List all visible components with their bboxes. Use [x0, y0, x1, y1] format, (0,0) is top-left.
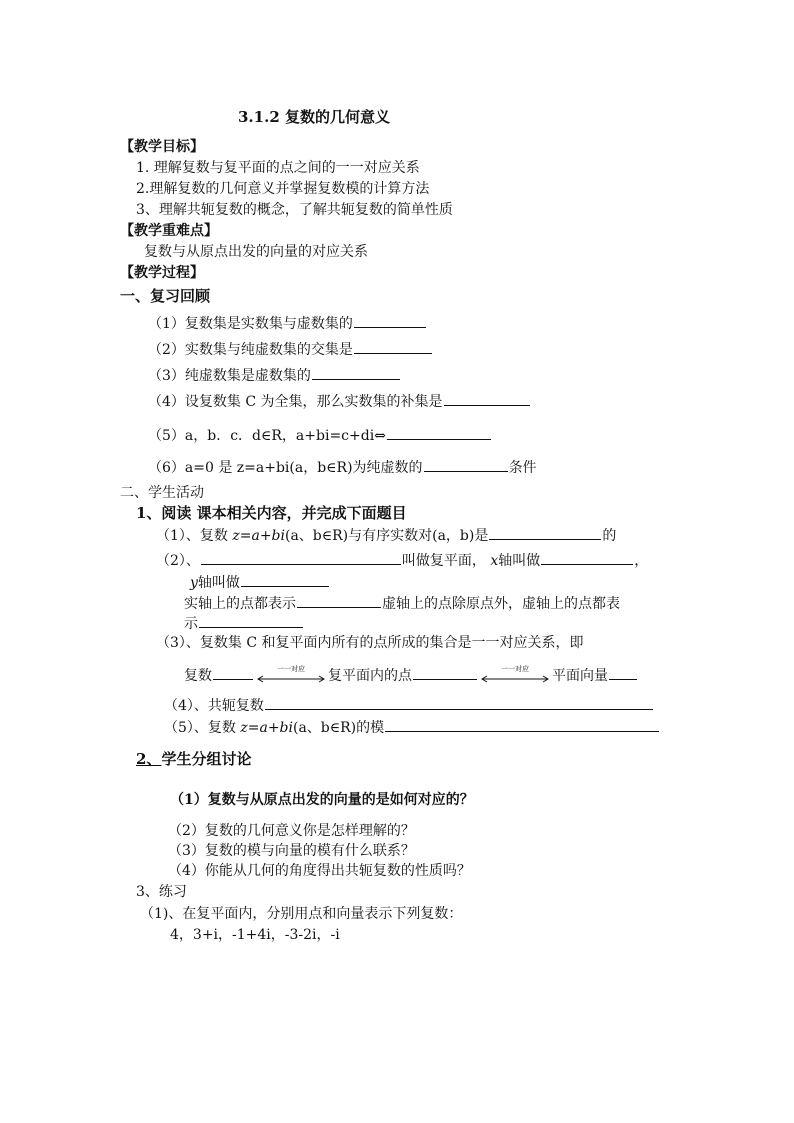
review-heading: 一、复习回顾 — [120, 287, 211, 305]
review-item: （2）实数集与纯虚数集的交集是 — [148, 340, 433, 359]
answer-blank[interactable] — [312, 366, 400, 380]
activity-heading: 二、学生活动 — [120, 485, 204, 501]
practice-heading: 3、练习 — [136, 884, 187, 900]
activity-q2-y: y轴叫做 — [190, 573, 330, 592]
answer-blank[interactable] — [354, 340, 432, 354]
discussion-item: （4）你能从几何的角度得出共轭复数的性质吗？ — [168, 863, 471, 879]
process-heading: 【教学过程】 — [120, 265, 204, 281]
review-item: （5）a，b．c．d∈R，a+bi=c+di⇔ — [148, 426, 492, 445]
discussion-item: （3）复数的模与向量的模有什么联系？ — [168, 843, 415, 859]
activity-q3: （3）、复数集 C 和复平面内所有的点所成的集合是一一对应关系，即 — [156, 635, 584, 651]
discussion-item: （2）复数的几何意义你是怎样理解的？ — [168, 823, 415, 839]
answer-blank[interactable] — [387, 426, 491, 440]
answer-blank[interactable] — [241, 573, 329, 587]
answer-blank[interactable] — [199, 614, 303, 628]
double-arrow-icon: 一一对应 — [480, 667, 550, 685]
activity-q4: （4）、共轭复数 — [164, 696, 654, 715]
answer-blank[interactable] — [213, 666, 253, 680]
activity-q1: （1）、复数 z=a+bi(a、b∈R)与有序实数对(a，b)是 的 — [156, 528, 617, 544]
practice-values: 4，3+i，-1+4i，-3-2i，-i — [170, 927, 340, 943]
goal-item: 2.理解复数的几何意义并掌握复数模的计算方法 — [136, 181, 430, 197]
answer-blank[interactable] — [354, 314, 426, 328]
review-item: （3）纯虚数集是虚数集的 — [148, 366, 401, 385]
key-heading: 【教学重难点】 — [120, 223, 218, 239]
page-title: 3.1.2 复数的几何意义 — [238, 108, 390, 126]
goals-heading: 【教学目标】 — [120, 139, 204, 155]
answer-blank[interactable] — [444, 392, 530, 406]
key-text: 复数与从原点出发的向量的对应关系 — [144, 244, 368, 260]
answer-blank[interactable] — [424, 458, 508, 472]
discussion-item: （1）复数与从原点出发的向量的是如何对应的？ — [170, 792, 474, 808]
read-heading: 1、阅读 课本相关内容，并完成下面题目 — [136, 504, 407, 522]
review-item: （6）a=0 是 z=a+bi(a，b∈R)为纯虚数的 条件 — [148, 460, 537, 476]
answer-blank[interactable] — [413, 666, 477, 680]
activity-q5: （5）、复数 z=a+bi(a、b∈R)的模 — [164, 718, 660, 737]
answer-blank[interactable] — [297, 594, 381, 608]
answer-blank[interactable] — [265, 696, 653, 710]
mapping-row: 复数 一一对应 复平面内的点 一一对应 平面向量 — [184, 666, 638, 685]
review-item: （4）设复数集 C 为全集，那么实数集的补集是 — [148, 392, 531, 411]
goal-item: 3、理解共轭复数的概念，了解共轭复数的简单性质 — [136, 202, 453, 218]
goal-item: 1. 理解复数与复平面的点之间的一一对应关系 — [136, 160, 420, 176]
double-arrow-icon: 一一对应 — [256, 667, 326, 685]
activity-q2-axes-cont: 示 — [184, 614, 304, 633]
answer-blank[interactable] — [489, 526, 601, 540]
activity-q2-axes: 实轴上的点都表示 虚轴上的点除原点外，虚轴上的点都表 — [184, 596, 620, 612]
discussion-heading: 2、学生分组讨论 — [136, 750, 252, 768]
review-item: （1）复数集是实数集与虚数集的 — [148, 314, 427, 333]
answer-blank[interactable] — [385, 718, 659, 732]
activity-q2: （2）、 叫做复平面， x轴叫做 ， — [156, 553, 649, 569]
answer-blank[interactable] — [201, 551, 401, 565]
practice-q1: （1)、在复平面内，分别用点和向量表示下列复数： — [140, 906, 463, 922]
answer-blank[interactable] — [609, 666, 637, 680]
answer-blank[interactable] — [541, 551, 633, 565]
